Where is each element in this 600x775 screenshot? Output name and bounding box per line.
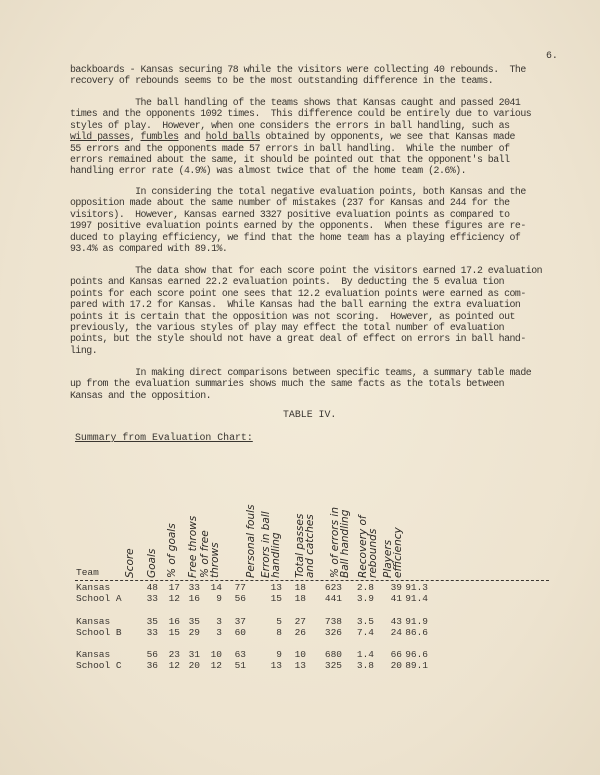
table-cell: 63 (234, 649, 246, 660)
table-cell: 33 (188, 582, 200, 593)
header-rule (75, 580, 549, 581)
column-header: Score (124, 548, 136, 578)
text-line: recovery of rebounds seems to be the most outstanding difference in the teams. (70, 75, 494, 87)
row-team: School A (76, 593, 122, 604)
text-line: ling. (70, 344, 98, 356)
column-header: Players efficiency (382, 527, 404, 578)
table-cell: 89.1 (405, 660, 428, 671)
text-line: opposition made about the same number of mistakes (237 for Kansas and 244 for the (70, 197, 510, 209)
table-cell: 13 (270, 660, 282, 671)
column-header: Personal fouls (245, 504, 257, 578)
text-line: duced to playing efficiency, we find that the home team has a playing efficiency of (70, 231, 521, 243)
table-cell: 12 (168, 660, 180, 671)
text-line: styles of play. However, when one considers the errors in ball handling, such as (70, 119, 510, 131)
table-cell: 3 (216, 616, 222, 627)
table-cell: 12 (168, 593, 180, 604)
table-cell: 56 (146, 649, 158, 660)
table-cell: 18 (294, 593, 306, 604)
text-line: wild passes, fumbles and hold balls obtained by opponents, we see that Kansas made (70, 131, 515, 143)
text-line: 1997 positive evaluation points earned by the opponents. When these figures are re- (70, 220, 526, 232)
row-team: Kansas (76, 616, 111, 627)
table-cell: 41 (390, 593, 402, 604)
table-cell: 15 (270, 593, 282, 604)
table-cell: 1.4 (356, 649, 374, 660)
table-cell: 36 (146, 660, 158, 671)
table-cell: 18 (294, 582, 306, 593)
table-cell: 29 (188, 627, 200, 638)
column-header: Goals (146, 548, 158, 578)
text-line: visitors). However, Kansas earned 3327 positive evaluation points as compared to (70, 208, 510, 220)
text-line: points for each score point one sees that 12.2 evaluation points were earned as com- (70, 287, 526, 299)
paragraph (70, 265, 542, 356)
column-header: % of free throws (199, 530, 221, 578)
column-header: % of goals (166, 523, 178, 578)
text-line: In making direct comparisons between specific teams, a summary table made (70, 367, 532, 378)
table-cell: 738 (324, 616, 342, 627)
table-cell: 60 (234, 627, 246, 638)
table-cell: 15 (168, 627, 180, 638)
table-cell: 33 (146, 627, 158, 638)
table-cell: 623 (324, 582, 342, 593)
table-cell: 3.8 (356, 660, 374, 671)
table-cell: 26 (294, 627, 306, 638)
table-cell: 77 (234, 582, 246, 593)
table-cell: 20 (390, 660, 402, 671)
table-cell: 20 (188, 660, 200, 671)
table-title: TABLE IV. (283, 409, 337, 420)
column-header: Total passes and catches (294, 513, 316, 578)
column-header: % of errors in Ball handling (329, 507, 351, 578)
table-cell: 2.8 (356, 582, 374, 593)
paragraph (70, 97, 531, 177)
table-cell: 35 (146, 616, 158, 627)
table-cell: 12 (210, 660, 222, 671)
column-header: Free throws (187, 515, 199, 578)
table-cell: 56 (234, 593, 246, 604)
table-cell: 441 (324, 593, 342, 604)
table-cell: 16 (168, 616, 180, 627)
table-cell: 91.4 (405, 593, 428, 604)
table-cell: 51 (234, 660, 246, 671)
table-cell: 680 (324, 649, 342, 660)
table-cell: 13 (270, 582, 282, 593)
text-line: points, but the style should not have a great deal of effect on errors in ball hand- (70, 333, 526, 345)
table-cell: 27 (294, 616, 306, 627)
table-cell: 48 (146, 582, 158, 593)
table-cell: 39 (390, 582, 402, 593)
text-line: 55 errors and the opponents made 57 errors in ball handling. While the number of (70, 142, 510, 154)
text-line: The data show that for each score point the visitors earned 17.2 evaluation (70, 265, 543, 276)
row-team: School C (76, 660, 122, 671)
table-cell: 17 (168, 582, 180, 593)
text-line: times and the opponents 1092 times. This difference could be entirely due to various (70, 108, 532, 120)
text-line: points and Kansas earned 22.2 evaluation points. By deducting the 5 evalua tion (70, 276, 505, 288)
paragraph (70, 367, 531, 401)
table-cell: 37 (234, 616, 246, 627)
text-line: 93.4% as compared with 89.1%. (70, 243, 228, 255)
table-cell: 43 (390, 616, 402, 627)
table-cell: 3 (216, 627, 222, 638)
table-cell: 66 (390, 649, 402, 660)
table-cell: 13 (294, 660, 306, 671)
table-cell: 14 (210, 582, 222, 593)
text-line: The ball handling of the teams shows that Kansas caught and passed 2041 (70, 97, 521, 108)
column-header: Errors in ball handling (260, 511, 282, 578)
table-cell: 8 (276, 627, 282, 638)
row-team: Kansas (76, 649, 111, 660)
team-column-header: Team (76, 567, 99, 578)
table-cell: 7.4 (356, 627, 374, 638)
table-cell: 86.6 (405, 627, 428, 638)
table-cell: 10 (210, 649, 222, 660)
table-cell: 10 (294, 649, 306, 660)
table-cell: 33 (146, 593, 158, 604)
table-subtitle: Summary from Evaluation Chart: (75, 432, 253, 443)
table-cell: 3.9 (356, 593, 374, 604)
table-cell: 23 (168, 649, 180, 660)
table-cell: 96.6 (405, 649, 428, 660)
table-cell: 9 (276, 649, 282, 660)
text-line: errors remained about the same, it should be pointed out that the opponent's ball (70, 154, 510, 166)
text-line: backboards - Kansas securing 78 while the visitors were collecting 40 rebounds. The (70, 64, 526, 75)
table-cell: 31 (188, 649, 200, 660)
table-cell: 9 (216, 593, 222, 604)
text-line: pared with 17.2 for Kansas. While Kansas had the ball earning the extra evaluation (70, 299, 521, 311)
table-cell: 5 (276, 616, 282, 627)
table-cell: 16 (188, 593, 200, 604)
text-line: up from the evaluation summaries shows much the same facts as the totals between (70, 378, 505, 390)
row-team: School B (76, 627, 122, 638)
text-line: handling error rate (4.9%) was almost twice that of the home team (2.6%). (70, 165, 467, 177)
column-header: Recovery of rebounds (357, 515, 379, 578)
table-cell: 3.5 (356, 616, 374, 627)
text-line: In considering the total negative evaluation points, both Kansas and the (70, 186, 526, 197)
table-cell: 325 (324, 660, 342, 671)
table-cell: 24 (390, 627, 402, 638)
text-line: points it is certain that the opposition was not scoring. However, as pointed out (70, 310, 515, 322)
page-number: 6. (546, 50, 558, 61)
text-line: previously, the various styles of play may effect the total number of evaluation (70, 322, 505, 334)
table-cell: 326 (324, 627, 342, 638)
table-cell: 91.9 (405, 616, 428, 627)
text-line: Kansas and the opposition. (70, 389, 212, 401)
paragraph (70, 64, 526, 87)
paragraph (70, 186, 526, 254)
table-cell: 91.3 (405, 582, 428, 593)
row-team: Kansas (76, 582, 111, 593)
table-cell: 35 (188, 616, 200, 627)
